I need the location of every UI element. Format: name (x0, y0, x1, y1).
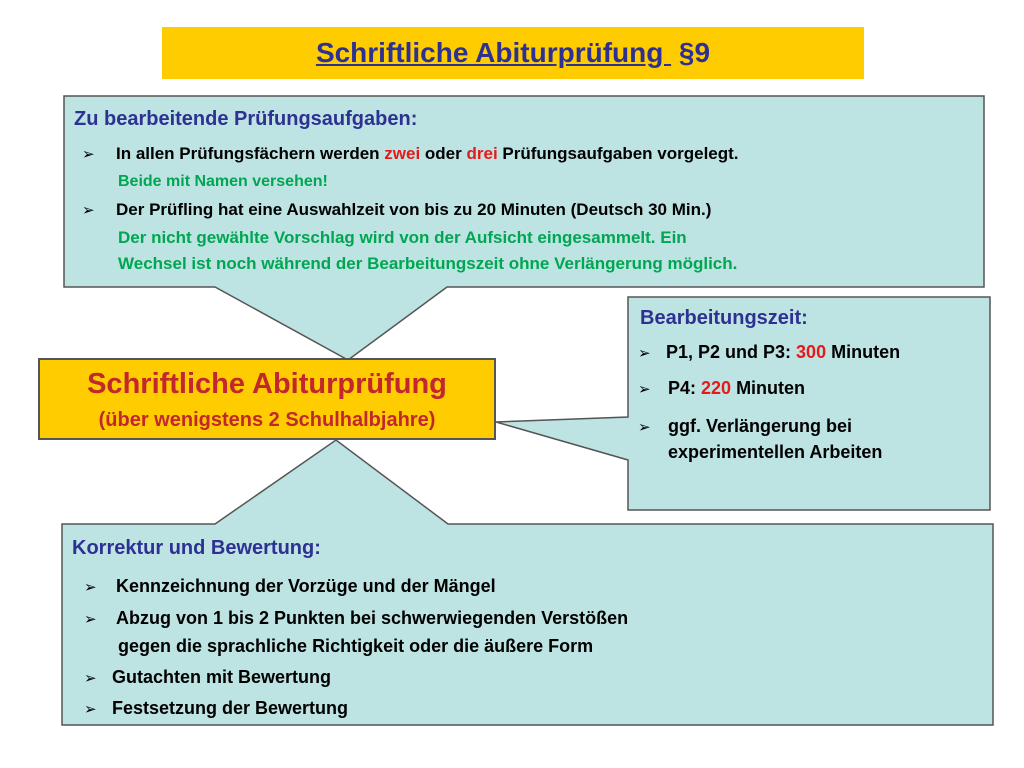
korrektur-item-3: Gutachten mit Bewertung (112, 667, 332, 687)
arrow-bullet-icon: ➢ (84, 579, 97, 596)
item1-text-b: oder (420, 144, 467, 163)
title-paragraph: §9 (671, 37, 711, 68)
aufgaben-item-1 (116, 144, 739, 164)
arrow-bullet-icon: ➢ (84, 701, 97, 718)
title-banner (162, 27, 864, 79)
item1-zwei: zwei (384, 144, 421, 163)
p123-value: 300 (796, 342, 827, 362)
arrow-bullet-icon: ➢ (82, 202, 95, 219)
p123-unit: Minuten (826, 342, 901, 362)
aufgaben-item-2: Der Prüfling hat eine Auswahlzeit von bis zu 20 Minuten (Deutsch 30 Min.) (116, 200, 712, 219)
item1-text-a: In allen Prüfungsfächern werden (116, 144, 385, 163)
korrektur-heading: Korrektur und Bewertung: (72, 537, 321, 559)
arrow-bullet-icon: ➢ (84, 670, 97, 687)
page-title (162, 37, 864, 69)
p4-value: 220 (701, 378, 732, 398)
aufgaben-item-1-note: Beide mit Namen versehen! (118, 173, 328, 190)
zeit-item-ext-1: ggf. Verlängerung bei (668, 416, 853, 436)
center-subtitle: (über wenigstens 2 Schulhalbjahre) (98, 409, 436, 431)
arrow-bullet-icon: ➢ (638, 419, 651, 436)
korrektur-item-1: Kennzeichnung der Vorzüge und der Mängel (116, 576, 496, 596)
item1-text-c: Prüfungsaufgaben vorgelegt. (497, 144, 739, 163)
zeit-heading: Bearbeitungszeit: (640, 307, 808, 329)
arrow-bullet-icon: ➢ (638, 381, 651, 398)
arrow-bullet-icon: ➢ (82, 146, 95, 163)
arrow-bullet-icon: ➢ (638, 345, 651, 362)
arrow-bullet-icon: ➢ (84, 611, 97, 628)
korrektur-item-4: Festsetzung der Bewertung (112, 698, 349, 718)
zeit-item-p123 (666, 342, 900, 363)
korrektur-item-2-cont: gegen die sprachliche Richtigkeit oder die äußere Form (118, 636, 594, 656)
center-title: Schriftliche Abiturprüfung (87, 368, 447, 400)
item1-drei: drei (466, 144, 498, 163)
zeit-item-ext-2: experimentellen Arbeiten (668, 442, 883, 462)
title-underlined: Schriftliche Abiturprüfung (315, 37, 672, 68)
center-box (38, 358, 496, 440)
p4-label: P4: (668, 378, 702, 398)
zeit-item-p4 (668, 378, 805, 399)
p4-unit: Minuten (731, 378, 806, 398)
aufgaben-item-2-note-1: Der nicht gewählte Vorschlag wird von der Aufsicht eingesammelt. Ein (118, 228, 687, 247)
aufgaben-item-2-note-2: Wechsel ist noch während der Bearbeitungszeit ohne Verlängerung möglich. (118, 254, 738, 273)
aufgaben-heading: Zu bearbeitende Prüfungsaufgaben: (74, 108, 418, 130)
korrektur-item-2: Abzug von 1 bis 2 Punkten bei schwerwiegenden Verstößen (116, 608, 629, 628)
p123-label: P1, P2 und P3: (666, 342, 797, 362)
